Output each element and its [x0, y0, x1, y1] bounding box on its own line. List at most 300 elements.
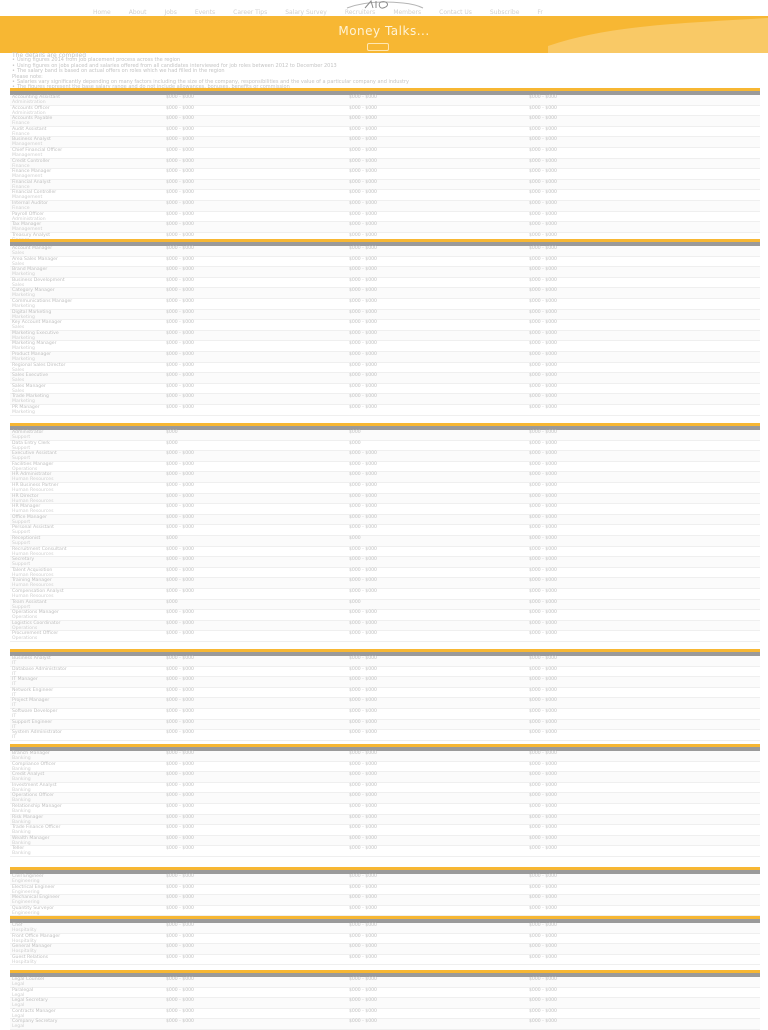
salary-range-cell: $000 - $000 — [349, 814, 377, 820]
salary-range-cell: $000 - $000 — [166, 179, 194, 185]
salary-range-cell: $000 - $000 — [166, 708, 194, 714]
job-title: Teller — [12, 846, 25, 852]
job-title: Product Manager — [12, 351, 52, 357]
salary-range-cell: $000 - $000 — [166, 451, 194, 457]
job-title: Regional Sales Director — [12, 362, 66, 368]
salary-range-cell: $000 - $000 — [529, 169, 557, 175]
job-title-cell — [10, 944, 160, 954]
job-title: Quantity Surveyor — [12, 905, 54, 911]
salary-range-cell: $000 - $000 — [349, 923, 377, 928]
job-title: Financial Analyst — [12, 179, 51, 185]
salary-range-cell: $000 - $000 — [349, 169, 377, 175]
job-department: Engineering — [12, 879, 40, 884]
salary-range-cell: $000 - $000 — [349, 493, 377, 499]
salary-range-cell: $000 - $000 — [529, 977, 557, 982]
salary-range-cell: $000 - $000 — [529, 782, 557, 788]
job-department: Marketing — [12, 293, 35, 299]
job-title: Account Manager — [12, 246, 53, 251]
salary-range-cell: $000 - $000 — [166, 772, 194, 778]
job-title: HR Administrator — [12, 472, 52, 478]
table-row — [10, 631, 760, 642]
table-row — [10, 621, 760, 632]
job-department: Marketing — [12, 335, 35, 341]
job-title-cell — [10, 341, 160, 351]
job-department: Human Resources — [12, 593, 54, 599]
salary-range-cell: $000 - $000 — [166, 341, 194, 347]
job-title-cell — [10, 190, 160, 200]
salary-range-cell: $000 - $000 — [166, 687, 194, 693]
job-department: IT — [12, 713, 17, 719]
salary-range-cell: $000 - $000 — [529, 158, 557, 164]
salary-range-cell: $000 - $000 — [166, 169, 194, 175]
salary-range-cell: $000 - $000 — [166, 222, 194, 228]
table-row — [10, 201, 760, 212]
job-department: Support — [12, 519, 31, 525]
job-department: Banking — [12, 787, 31, 793]
salary-range-cell: $000 - $000 — [529, 708, 557, 714]
salary-range-cell: $000 - $000 — [166, 656, 194, 661]
nav-item[interactable]: Members — [393, 9, 422, 16]
job-title: Communications Manager — [12, 298, 73, 304]
job-title-cell — [10, 222, 160, 232]
job-title: Paralegal — [12, 987, 34, 993]
salary-range-cell: $000 - $000 — [529, 116, 557, 122]
job-title-cell — [10, 212, 160, 222]
job-department: Administration — [12, 216, 46, 222]
salary-range-cell: $000 - $000 — [166, 884, 194, 890]
salary-range-cell: $000 - $000 — [529, 1008, 557, 1014]
job-title: Marketing Manager — [12, 341, 57, 347]
job-title: Accounting Assistant — [12, 95, 61, 100]
salary-range-cell: $000 - $000 — [166, 751, 194, 756]
job-department: Legal — [12, 1024, 25, 1030]
job-department: Support — [12, 456, 31, 462]
table-row — [10, 762, 760, 773]
job-title: Logistics Coordinator — [12, 620, 61, 626]
salary-range-cell: $000 - $000 — [166, 987, 194, 993]
job-title-cell — [10, 257, 160, 267]
salary-range-cell: $000 — [166, 430, 178, 435]
nav-item[interactable]: Fr — [537, 9, 543, 16]
job-department: Banking — [12, 756, 31, 761]
salary-range-cell: $000 - $000 — [529, 394, 557, 400]
table-row — [10, 310, 760, 321]
salary-range-cell: $000 - $000 — [529, 147, 557, 153]
job-title: HR Business Partner — [12, 482, 59, 488]
job-title: Brand Manager — [12, 267, 48, 273]
job-title-cell — [10, 600, 160, 610]
table-row — [10, 568, 760, 579]
salary-range-cell: $000 - $000 — [349, 211, 377, 217]
job-title-cell — [10, 159, 160, 169]
salary-range-cell: $000 - $000 — [529, 472, 557, 478]
scroll-down-icon[interactable] — [367, 43, 389, 51]
salary-range-cell: $000 - $000 — [349, 222, 377, 228]
salary-range-cell: $000 - $000 — [529, 341, 557, 347]
salary-range-cell: $000 - $000 — [529, 440, 557, 446]
salary-range-cell: $000 - $000 — [349, 126, 377, 132]
job-title-cell — [10, 515, 160, 525]
job-department: Finance — [12, 163, 30, 169]
salary-range-cell: $000 — [166, 535, 178, 541]
table-row — [10, 190, 760, 201]
salary-range-cell: $000 - $000 — [349, 200, 377, 206]
salary-section — [10, 423, 760, 642]
salary-range-cell: $000 - $000 — [349, 451, 377, 457]
table-row — [10, 1019, 760, 1030]
job-title-cell — [10, 568, 160, 578]
job-title: HR Manager — [12, 504, 41, 510]
job-department: Legal — [12, 1013, 25, 1019]
salary-range-cell: $000 - $000 — [349, 884, 377, 890]
job-title-cell — [10, 677, 160, 687]
salary-range-cell: $000 - $000 — [166, 677, 194, 683]
job-title: Training Manager — [12, 578, 52, 584]
salary-range-cell: $000 - $000 — [166, 126, 194, 132]
salary-range-cell: $000 - $000 — [529, 373, 557, 379]
job-title-cell — [10, 988, 160, 998]
job-title: General Manager — [12, 944, 52, 950]
job-department: Sales — [12, 282, 25, 288]
salary-range-cell: $000 - $000 — [349, 288, 377, 294]
salary-range-cell: $000 - $000 — [349, 267, 377, 273]
salary-range-cell: $000 - $000 — [166, 394, 194, 400]
salary-range-cell: $000 - $000 — [166, 954, 194, 960]
job-title-cell — [10, 578, 160, 588]
job-department: Banking — [12, 766, 31, 772]
job-title-cell — [10, 299, 160, 309]
salary-range-cell: $000 - $000 — [529, 222, 557, 228]
job-department: IT — [12, 682, 17, 688]
job-title-cell — [10, 720, 160, 730]
salary-range-cell: $000 - $000 — [349, 504, 377, 510]
job-department: Management — [12, 227, 43, 233]
job-title-cell — [10, 1019, 160, 1029]
salary-range-cell: $000 - $000 — [349, 835, 377, 841]
salary-range-cell: $000 - $000 — [349, 514, 377, 520]
job-title: Operations Officer — [12, 793, 55, 799]
salary-range-cell: $000 - $000 — [529, 288, 557, 294]
job-department: Engineering — [12, 889, 40, 895]
job-title-cell — [10, 698, 160, 708]
salary-section — [10, 970, 760, 1030]
job-department: Banking — [12, 851, 31, 857]
job-title-cell — [10, 405, 160, 415]
job-title-cell — [10, 815, 160, 825]
job-title: Accounts Payable — [12, 116, 53, 122]
salary-range-cell: $000 - $000 — [166, 105, 194, 111]
salary-range-cell: $000 - $000 — [349, 666, 377, 672]
job-department: Banking — [12, 777, 31, 783]
salary-range-cell: $000 - $000 — [529, 923, 557, 928]
job-title-cell — [10, 127, 160, 137]
job-title: Trade Marketing — [12, 394, 49, 400]
job-department: Legal — [12, 992, 25, 998]
table-row — [10, 751, 760, 762]
table-row — [10, 923, 760, 934]
salary-range-cell: $000 - $000 — [529, 320, 557, 326]
job-department: Engineering — [12, 910, 40, 916]
salary-range-cell: $000 - $000 — [166, 362, 194, 368]
job-department: Operations — [12, 625, 38, 631]
salary-range-cell: $000 - $000 — [529, 525, 557, 531]
table-row — [10, 116, 760, 127]
table-row — [10, 804, 760, 815]
job-title-cell — [10, 977, 160, 987]
table-body — [10, 977, 760, 1030]
job-title: Legal Counsel — [12, 977, 45, 982]
salary-range-cell: $000 - $000 — [349, 105, 377, 111]
job-department: Operations — [12, 466, 38, 472]
job-title-cell — [10, 394, 160, 404]
job-department: Administration — [12, 110, 46, 116]
salary-range-cell: $000 - $000 — [529, 105, 557, 111]
table-row — [10, 525, 760, 536]
salary-range-cell: $000 - $000 — [349, 158, 377, 164]
nav-item[interactable]: Home — [93, 9, 111, 16]
job-title: Area Sales Manager — [12, 256, 58, 262]
job-title: Marketing Executive — [12, 330, 59, 336]
job-department: Banking — [12, 830, 31, 836]
salary-range-cell: $000 - $000 — [166, 620, 194, 626]
salary-range-cell: $000 - $000 — [166, 977, 194, 982]
job-title: Software Developer — [12, 708, 58, 714]
job-title: Receptionist — [12, 535, 41, 541]
job-title: Key Account Manager — [12, 320, 62, 326]
job-title: Business Analyst — [12, 137, 51, 143]
job-title: Procurement Officer — [12, 631, 59, 637]
table-row — [10, 405, 760, 416]
job-department: Hospitality — [12, 938, 37, 944]
salary-range-cell: $000 - $000 — [349, 656, 377, 661]
job-title-cell — [10, 804, 160, 814]
salary-range-cell: $000 - $000 — [529, 232, 557, 238]
salary-range-cell: $000 - $000 — [349, 895, 377, 901]
salary-section — [10, 867, 760, 916]
table-row — [10, 589, 760, 600]
table-row — [10, 341, 760, 352]
salary-range-cell: $000 - $000 — [349, 309, 377, 315]
salary-range-cell: $000 - $000 — [529, 461, 557, 467]
table-row — [10, 547, 760, 558]
salary-range-cell: $000 - $000 — [349, 698, 377, 704]
salary-range-cell: $000 - $000 — [529, 362, 557, 368]
job-title-cell — [10, 441, 160, 451]
salary-range-cell: $000 - $000 — [166, 846, 194, 852]
job-title: Chef — [12, 923, 23, 928]
salary-range-cell: $000 - $000 — [529, 383, 557, 389]
nav-item[interactable]: Events — [194, 9, 216, 16]
salary-range-cell: $000 - $000 — [529, 190, 557, 196]
job-department: Banking — [12, 798, 31, 804]
salary-range-cell: $000 - $000 — [166, 514, 194, 520]
salary-range-cell: $000 - $000 — [529, 803, 557, 809]
table-row — [10, 600, 760, 611]
table-row — [10, 169, 760, 180]
salary-range-cell: $000 - $000 — [349, 631, 377, 637]
job-department: Legal — [12, 982, 25, 987]
job-title: Civil Engineer — [12, 874, 44, 879]
job-title-cell — [10, 772, 160, 782]
job-title: Company Secretary — [12, 1019, 58, 1025]
table-row — [10, 384, 760, 395]
job-department: Support — [12, 604, 31, 610]
salary-range-cell: $000 - $000 — [529, 309, 557, 315]
salary-range-cell: $000 - $000 — [349, 147, 377, 153]
job-title: Talent Acquisition — [12, 567, 53, 573]
salary-range-cell: $000 - $000 — [349, 578, 377, 584]
table-row — [10, 472, 760, 483]
job-department: Sales — [12, 261, 25, 267]
salary-range-cell: $000 - $000 — [349, 687, 377, 693]
job-title: Branch Manager — [12, 751, 50, 756]
table-row — [10, 267, 760, 278]
job-title-cell — [10, 373, 160, 383]
job-title-cell — [10, 169, 160, 179]
table-row — [10, 148, 760, 159]
nav-item[interactable]: Career Tips — [233, 9, 268, 16]
salary-range-cell: $000 - $000 — [529, 200, 557, 206]
job-department: Finance — [12, 184, 30, 190]
salary-range-cell: $000 - $000 — [166, 277, 194, 283]
job-department: Marketing — [12, 314, 35, 320]
job-title: Credit Analyst — [12, 772, 45, 778]
salary-range-cell: $000 - $000 — [349, 232, 377, 238]
table-row — [10, 815, 760, 826]
job-title-cell — [10, 352, 160, 362]
salary-range-cell: $000 - $000 — [166, 998, 194, 1004]
job-department: Operations — [12, 615, 38, 621]
table-row — [10, 222, 760, 233]
job-title: Payroll Officer — [12, 211, 45, 217]
salary-range-cell: $000 - $000 — [349, 383, 377, 389]
job-title-cell — [10, 1009, 160, 1019]
job-department: Marketing — [12, 356, 35, 362]
table-body — [10, 656, 760, 741]
job-department: IT — [12, 692, 17, 698]
nav-item[interactable]: Contact Us — [439, 9, 472, 16]
salary-range-cell: $000 - $000 — [529, 751, 557, 756]
job-title: Project Manager — [12, 698, 50, 704]
salary-range-cell: $000 - $000 — [166, 814, 194, 820]
salary-range-cell: $000 - $000 — [529, 698, 557, 704]
salary-range-cell: $000 - $000 — [349, 546, 377, 552]
table-row — [10, 955, 760, 966]
job-title: PR Manager — [12, 404, 40, 410]
salary-range-cell: $000 - $000 — [166, 493, 194, 499]
top-bar — [0, 0, 768, 16]
salary-range-cell: $000 - $000 — [349, 719, 377, 725]
table-row — [10, 504, 760, 515]
salary-range-cell: $000 - $000 — [529, 482, 557, 488]
salary-range-cell: $000 - $000 — [349, 256, 377, 262]
table-row — [10, 373, 760, 384]
intro-line: • Using figures 2014 from job placement process across the region — [12, 58, 762, 63]
job-department: Administration — [12, 100, 46, 105]
nav-item[interactable]: About — [128, 9, 147, 16]
job-title-cell — [10, 589, 160, 599]
table-row — [10, 515, 760, 526]
salary-range-cell: $000 - $000 — [166, 404, 194, 410]
salary-range-cell: $000 — [349, 430, 361, 435]
page-banner — [0, 16, 768, 53]
job-title-cell — [10, 451, 160, 461]
salary-range-cell: $000 - $000 — [166, 835, 194, 841]
job-department: Marketing — [12, 303, 35, 309]
salary-range-cell: $000 - $000 — [529, 719, 557, 725]
job-department: IT — [12, 735, 17, 741]
salary-range-cell: $000 - $000 — [166, 267, 194, 273]
job-department: Support — [12, 530, 31, 536]
salary-range-cell: $000 - $000 — [349, 1008, 377, 1014]
job-title-cell — [10, 547, 160, 557]
salary-range-cell: $000 - $000 — [529, 246, 557, 251]
job-title: Digital Marketing — [12, 309, 52, 315]
job-title-cell — [10, 934, 160, 944]
salary-range-cell: $000 - $000 — [349, 905, 377, 911]
job-department: Support — [12, 445, 31, 451]
nav-item[interactable]: Salary Survey — [285, 9, 327, 16]
salary-range-cell: $000 - $000 — [349, 620, 377, 626]
salary-range-cell: $000 - $000 — [529, 578, 557, 584]
job-title: Audit Assistant — [12, 126, 47, 132]
salary-range-cell: $000 - $000 — [349, 320, 377, 326]
job-department: Human Resources — [12, 487, 54, 493]
table-row — [10, 299, 760, 310]
job-title: Network Engineer — [12, 687, 54, 693]
job-department: Marketing — [12, 399, 35, 405]
table-row — [10, 536, 760, 547]
job-title: Guest Relations — [12, 954, 49, 960]
salary-range-cell: $000 - $000 — [349, 751, 377, 756]
job-title: Relationship Manager — [12, 803, 62, 809]
job-department: IT — [12, 661, 17, 666]
salary-range-cell: $000 - $000 — [529, 95, 557, 100]
salary-range-cell: $000 - $000 — [166, 557, 194, 563]
page-title: Money Talks... — [338, 24, 430, 38]
salary-range-cell: $000 - $000 — [166, 147, 194, 153]
salary-range-cell: $000 - $000 — [166, 730, 194, 736]
salary-range-cell: $000 - $000 — [349, 803, 377, 809]
table-body — [10, 95, 760, 243]
job-title: Front Office Manager — [12, 933, 61, 939]
job-title: Risk Manager — [12, 814, 44, 820]
salary-range-cell: $000 - $000 — [349, 394, 377, 400]
nav-item[interactable]: Recruiters — [344, 9, 376, 16]
table-row — [10, 462, 760, 473]
nav-item[interactable]: Jobs — [164, 9, 177, 16]
table-row — [10, 246, 760, 257]
table-row — [10, 825, 760, 836]
intro-line: • Using figures on jobs placed and salaries offered from all candidates interviewed for job roles between 2012 to December 2013 — [12, 64, 762, 69]
salary-range-cell: $000 - $000 — [166, 905, 194, 911]
salary-range-cell: $000 - $000 — [349, 825, 377, 831]
table-row — [10, 977, 760, 988]
job-department: Hospitality — [12, 928, 37, 933]
salary-range-cell: $000 - $000 — [166, 200, 194, 206]
intro-heading: The details are compiled — [12, 52, 87, 59]
job-title-cell — [10, 462, 160, 472]
salary-range-cell: $000 - $000 — [529, 567, 557, 573]
salary-range-cell: $000 - $000 — [349, 246, 377, 251]
salary-range-cell: $000 - $000 — [349, 677, 377, 683]
job-title-cell — [10, 494, 160, 504]
job-title-cell — [10, 923, 160, 933]
nav-item[interactable]: Subscribe — [489, 9, 520, 16]
table-row — [10, 846, 760, 857]
table-row — [10, 688, 760, 699]
salary-range-cell: $000 - $000 — [529, 211, 557, 217]
